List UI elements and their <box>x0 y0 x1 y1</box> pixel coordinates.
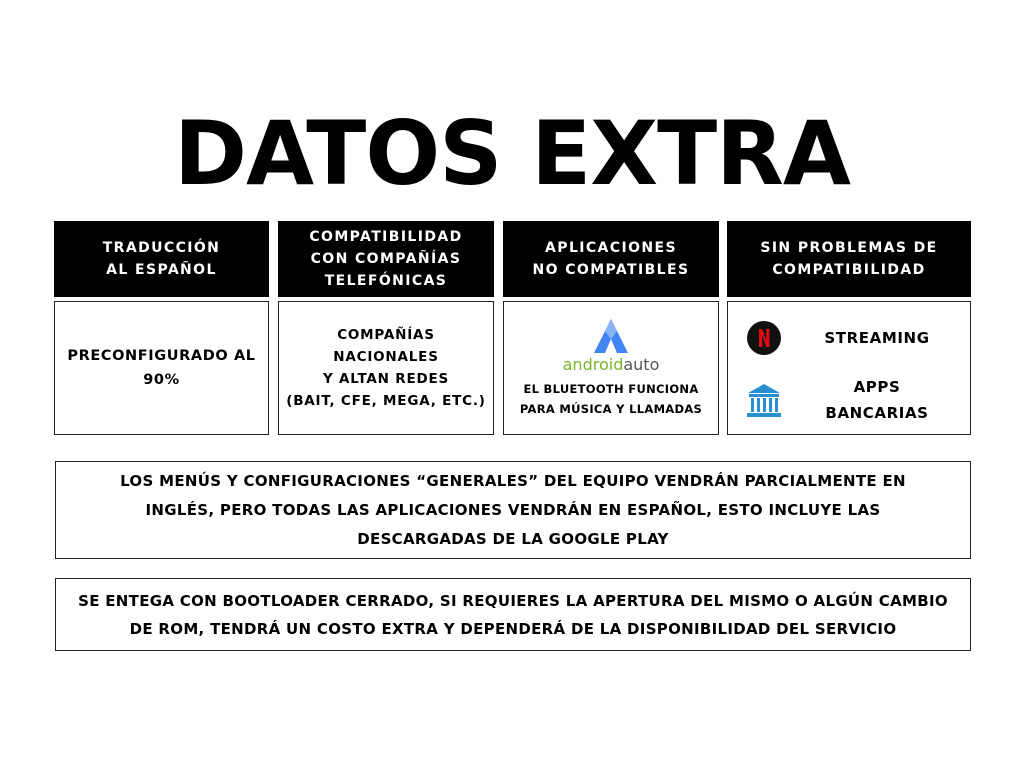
header-translation: TRADUCCIÓN AL ESPAÑOL <box>54 221 269 297</box>
bluetooth-text: EL BLUETOOTH FUNCIONA PARA MÚSICA Y LLAMADAS <box>519 382 703 416</box>
translation-text: PRECONFIGURADO AL 90% <box>67 348 256 388</box>
header-no-compat-issues: SIN PROBLEMAS DE COMPATIBILIDAD <box>727 221 971 297</box>
note-language-box <box>55 461 971 559</box>
cell-incompatible-apps <box>503 301 719 435</box>
page-title: DATOS EXTRA <box>173 102 851 205</box>
carrier-text: COMPAÑÍAS NACIONALES Y ALTAN REDES (BAIT, CFE, MEGA, ETC.) <box>286 327 486 409</box>
bank-icon <box>744 380 784 420</box>
note-bootloader-text: SE ENTEGA CON BOOTLOADER CERRADO, SI REQUIERES LA APERTURA DEL MISMO O ALGÚN CAMBIO DE ROM, TENDRÁ UN COSTO EXTRA Y DEPENDERÁ DE LA DISPONIBILIDAD DEL SERVICIO <box>78 591 948 638</box>
cell-carrier-compat <box>278 301 494 435</box>
streaming-label: STREAMING <box>824 329 930 347</box>
android-auto-wordmark: androidauto <box>562 355 660 374</box>
note-bootloader-box <box>55 578 971 651</box>
cell-translation <box>54 301 269 435</box>
streaming-row <box>744 318 970 358</box>
bank-apps-label: APPS BANCARIAS <box>825 378 929 422</box>
header-incompatible-apps: APLICACIONES NO COMPATIBLES <box>503 221 719 297</box>
android-auto-icon <box>590 317 632 357</box>
netflix-icon <box>744 318 784 358</box>
note-language-text: LOS MENÚS Y CONFIGURACIONES “GENERALES” DEL EQUIPO VENDRÁN PARCIALMENTE EN INGLÉS, PERO TODAS LAS APLICACIONES VENDRÁN EN ESPAÑOL, ESTO INCLUYE LAS DESCARGADAS DE LA GOOGLE PLAY <box>120 471 906 548</box>
bank-apps-row <box>744 374 970 426</box>
header-carrier-compat: COMPATIBILIDAD CON COMPAÑÍAS TELEFÓNICAS <box>278 221 494 297</box>
android-auto-logo <box>563 317 660 373</box>
